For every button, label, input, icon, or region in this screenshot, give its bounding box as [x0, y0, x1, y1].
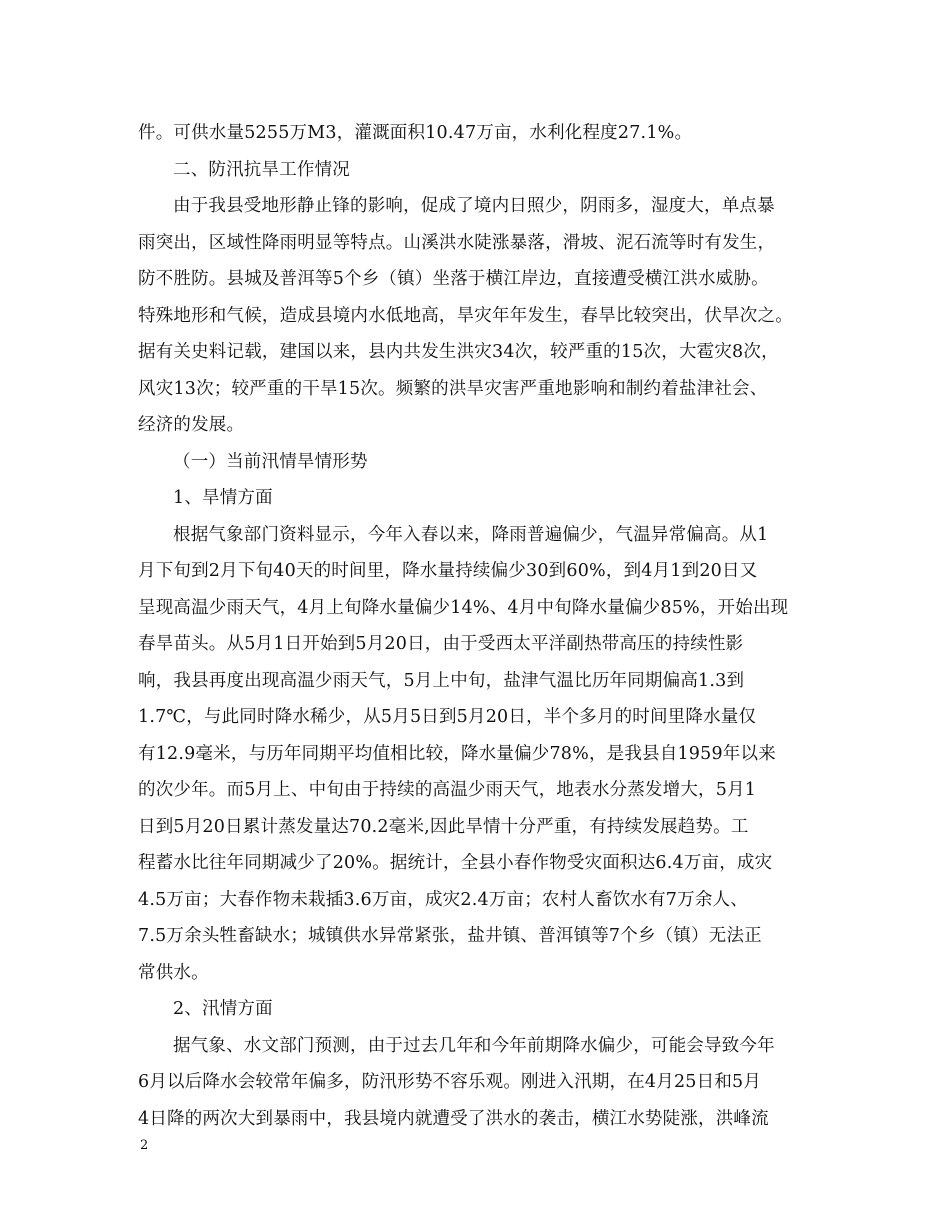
text-line: 风灾13次；较严重的干旱15次。频繁的洪旱灾害严重地影响和制约着盐津社会、: [138, 378, 768, 399]
text-line: 件。可供水量5255万M3，灌溉面积10.47万亩，水利化程度27.1%。: [138, 123, 693, 143]
text-line: 春旱苗头。从5月1日开始到5月20日，由于受西太平洋副热带高压的持续性影: [138, 634, 744, 654]
page-number: 2: [140, 1138, 149, 1153]
text-line: 的次少年。而5月上、中旬由于持续的高温少雨天气，地表水分蒸发增大，5月1: [138, 780, 757, 800]
text-line: 日到5月20日累计蒸发量达70.2毫米,因此旱情十分严重，有持续发展趋势。工: [138, 816, 749, 837]
text-line: 1、旱情方面: [173, 488, 273, 508]
text-line: 月下旬到2月下旬40天的时间里，降水量持续偏少30到60%，到4月1到20日又: [138, 561, 758, 581]
text-line: 二、防汛抗旱工作情况: [173, 159, 350, 180]
text-line: 特殊地形和气候，造成县境内水低地高，旱灾年年发生，春旱比较突出，伏旱次之。: [138, 305, 793, 326]
text-line: 4日降的两次大到暴雨中，我县境内就遭受了洪水的袭击，横江水势陡涨，洪峰流: [138, 1108, 769, 1129]
text-line: 由于我县受地形静止锋的影响，促成了境内日照少，阴雨多，湿度大，单点暴: [173, 196, 775, 216]
text-line: 呈现高温少雨天气，4月上旬降水量偏少14%、4月中旬降水量偏少85%，开始出现: [138, 597, 789, 618]
text-line: 根据气象部门资料显示，今年入春以来，降雨普遍偏少，气温异常偏高。从1: [173, 524, 769, 545]
text-line: 响，我县再度出现高温少雨天气，5月上中旬，盐津气温比历年同期偏高1.3到: [138, 670, 745, 691]
text-line: 4.5万亩；大春作物未栽插3.6万亩，成灾2.4万亩；农村人畜饮水有7万余人、: [138, 889, 748, 910]
text-line: 雨突出，区域性降雨明显等特点。山溪洪水陡涨暴落，滑坡、泥石流等时有发生，: [138, 232, 776, 253]
text-line: 2、汛情方面: [173, 999, 273, 1019]
text-line: 1.7℃，与此同时降水稀少，从5月5日到5月20日，半个多月的时间里降水量仅: [138, 707, 757, 727]
text-line: 常供水。: [138, 962, 209, 983]
text-line: （一）当前汛情旱情形势: [173, 451, 368, 472]
document-body: [138, 115, 818, 1137]
text-line: 经济的发展。: [138, 415, 245, 435]
text-line: 据有关史料记载，建国以来，县内共发生洪灾34次，较严重的15次，大雹灾8次，: [138, 342, 779, 362]
text-line: 防不胜防。县城及普洱等5个乡（镇）坐落于横江岸边，直接遭受横江洪水威胁。: [138, 269, 769, 289]
text-line: 据气象、水文部门预测，由于过去几年和今年前期降水偏少，可能会导致今年: [173, 1035, 775, 1056]
text-line: 6月以后降水会较常年偏多，防汛形势不容乐观。刚进入汛期，在4月25日和5月: [138, 1072, 762, 1092]
text-line: 有12.9毫米，与历年同期平均值相比较，降水量偏少78%，是我县自1959年以来: [138, 743, 776, 764]
text-line: 程蓄水比往年同期减少了20%。据统计，全县小春作物受灾面积达6.4万亩，成灾: [138, 853, 773, 873]
text-line: 7.5万余头牲畜缺水；城镇供水异常紧张，盐井镇、普洱镇等7个乡（镇）无法正: [138, 926, 762, 946]
